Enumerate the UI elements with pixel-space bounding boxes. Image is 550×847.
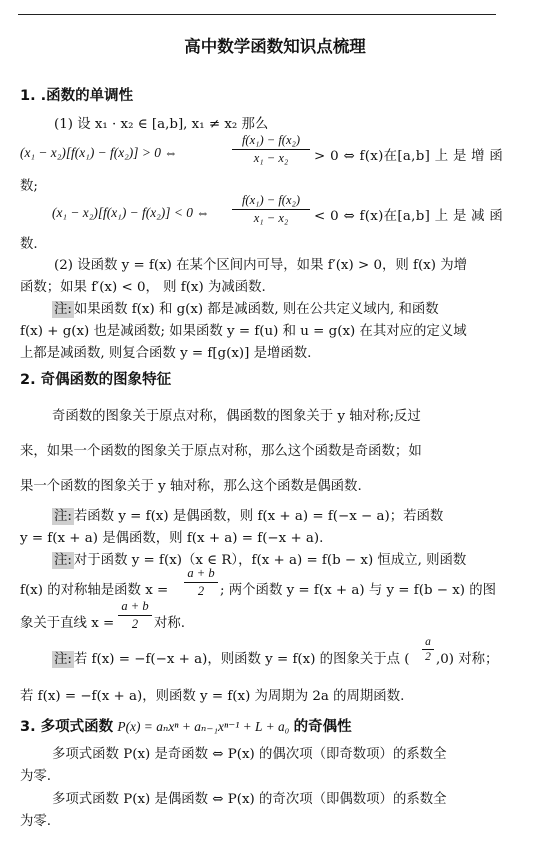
s1-note-line2: f(x) + g(x) 也是减函数; 如果函数 y = f(u) 和 u = g(x) 在其对应的定义域: [20, 324, 467, 339]
s2-frac1-num: a + b: [184, 566, 218, 583]
s1-p2-line2: 函数；如果 f′(x) < 0， 则 f(x) 为减函数.: [20, 280, 266, 295]
s2-para-line3: 果一个函数的图象关于 y 轴对称，那么这个函数是偶函数.: [20, 479, 362, 494]
s2-note2-line3b: 对称.: [154, 616, 186, 631]
s3-p2-line2: 为零.: [20, 814, 52, 829]
s1-decreasing-tail: 数.: [20, 237, 38, 252]
s2-note1-line2: y = f(x + a) 是偶函数，则 f(x + a) = f(−x + a).: [20, 531, 324, 546]
s2-frac2-num: a + b: [118, 599, 152, 616]
s2-note2-label: 注:: [54, 553, 72, 568]
s2-frac3-num: a: [422, 636, 434, 650]
s2-note3-line1b: ,0) 对称；: [436, 652, 499, 667]
s2-note2-fraction2: [118, 599, 152, 632]
s2-note2-text1: 对于函数 y = f(x)（x ∈ R），f(x + a) = f(b − x) 恒成立, 则函数: [73, 553, 467, 568]
s2-note2-line1: [52, 549, 466, 568]
s2-note1-label: 注:: [54, 509, 72, 524]
s2-note2-fraction1: [184, 566, 218, 599]
s2-para-line1: 奇函数的图象关于原点对称，偶函数的图象关于 y 轴对称;反过: [52, 409, 421, 424]
s2-note2-line2b: ; 两个函数 y = f(x + a) 与 y = f(b − x) 的图: [220, 583, 497, 598]
s3-p2-line1: 多项式函数 P(x) 是偶函数 ⇔ P(x) 的奇次项（即偶数项）的系数全: [52, 792, 447, 807]
s1-inc-frac-den: x₁ − x₂: [253, 151, 289, 165]
s1-note-line1: [52, 298, 439, 317]
page-title: 高中数学函数知识点梳理: [184, 37, 366, 56]
s3-heading-b: 的奇偶性: [293, 719, 352, 735]
s3-heading-a: 3. 多项式函数: [20, 719, 114, 735]
top-rule: [18, 14, 496, 15]
section-3-heading: [20, 715, 352, 736]
s1-increasing-tail: 数;: [20, 179, 38, 194]
s2-frac1-den: 2: [197, 584, 205, 598]
s1-note-label: 注:: [54, 302, 72, 317]
section-1-heading: 1. .函数的单调性: [20, 88, 134, 104]
s1-decreasing-right: < 0 ⇔ f(x)在[a,b] 上 是 减 函: [314, 209, 504, 224]
s2-note1-text1: 若函数 y = f(x) 是偶函数，则 f(x + a) = f(−x − a)；若函数: [73, 509, 444, 524]
s2-note2-line3a: 象关于直线 x =: [20, 616, 115, 631]
s1-decreasing-fraction: [232, 193, 310, 226]
s2-note3-label: 注:: [54, 652, 72, 667]
s2-note3-line2: 若 f(x) = −f(x + a)，则函数 y = f(x) 为周期为 2a 的周期函数.: [20, 689, 405, 704]
s2-note1-line1: [52, 505, 443, 524]
s2-note3-text1a: 若 f(x) = −f(−x + a)，则函数 y = f(x) 的图象关于点 (: [73, 652, 410, 667]
s1-note-line3: 上都是减函数, 则复合函数 y = f[g(x)] 是增函数.: [20, 346, 312, 361]
s1-dec-frac-den: x₁ − x₂: [253, 211, 289, 225]
s1-dec-frac-num: f(x₁) − f(x₂): [232, 193, 310, 210]
s1-note-text1: 如果函数 f(x) 和 g(x) 都是减函数, 则在公共定义域内, 和函数: [73, 302, 439, 317]
s2-frac2-den: 2: [131, 617, 139, 631]
s2-frac3-den: 2: [425, 651, 431, 663]
s1-inc-frac-num: f(x₁) − f(x₂): [232, 133, 310, 150]
section-2-heading: 2. 奇偶函数的图象特征: [20, 372, 172, 388]
s2-note3-line1: [52, 648, 410, 667]
s2-para-line2: 来，如果一个函数的图象关于原点对称，那么这个函数是奇函数；如: [20, 444, 422, 459]
s3-p1-line1: 多项式函数 P(x) 是奇函数 ⇔ P(x) 的偶次项（即奇数项）的系数全: [52, 747, 447, 762]
s1-p1-intro: (1) 设 x₁ · x₂ ∈ [a,b], x₁ ≠ x₂ 那么: [54, 117, 269, 132]
s1-increasing-left: (x₁ − x₂)[f(x₁) − f(x₂)] > 0 ⇔: [20, 145, 178, 160]
s1-decreasing-left: (x₁ − x₂)[f(x₁) − f(x₂)] < 0 ⇔: [52, 205, 210, 220]
s2-note2-line2a: f(x) 的对称轴是函数 x =: [20, 583, 169, 598]
s3-heading-math: P(x) = aₙxⁿ + aₙ₋₁xⁿ⁻¹ + L + a₀: [117, 719, 290, 734]
s1-increasing-fraction: [232, 133, 310, 166]
s1-increasing-right: > 0 ⇔ f(x)在[a,b] 上 是 增 函: [314, 149, 504, 164]
s3-p1-line2: 为零.: [20, 769, 52, 784]
s2-note3-fraction: [422, 636, 434, 663]
s1-p2-line1: (2) 设函数 y = f(x) 在某个区间内可导，如果 f′(x) > 0，则 f(x) 为增: [54, 258, 467, 273]
